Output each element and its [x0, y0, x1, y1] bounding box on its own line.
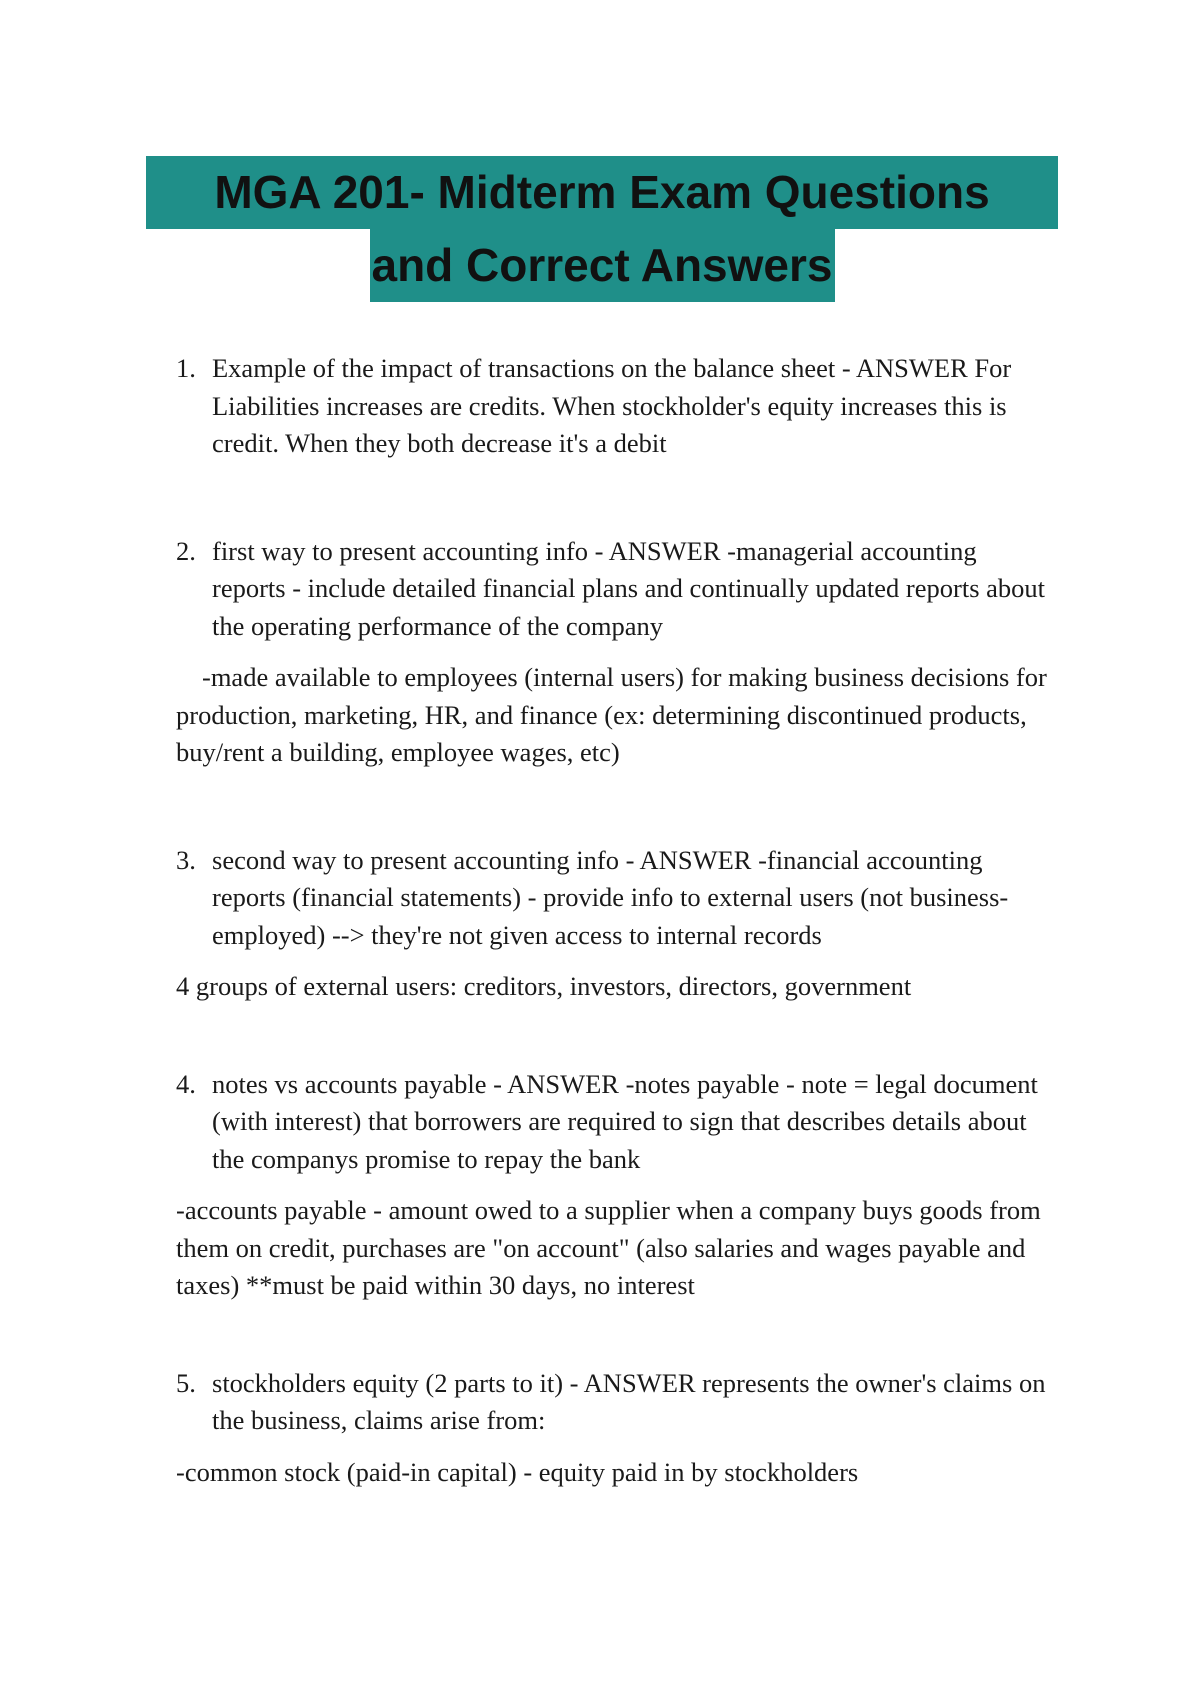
answer-paragraph: 4 groups of external users: creditors, investors, directors, government — [176, 971, 912, 1001]
title-line-1: MGA 201- Midterm Exam Questions — [146, 156, 1058, 229]
question — [176, 1365, 1056, 1440]
answer-paragraph: -common stock (paid-in capital) - equity paid in by stockholders — [176, 1456, 859, 1487]
question-text: second way to present accounting info - ANSWER -financial accounting reports (financial statements) - provide info to external users (not business-employed) --> they're not given access to internal records — [212, 844, 1009, 950]
question — [176, 350, 1056, 463]
qa-list — [176, 350, 1056, 1491]
question-number: 4. — [176, 1068, 196, 1099]
question-number: 3. — [176, 844, 196, 875]
question-number: 1. — [176, 353, 196, 383]
question — [176, 842, 1056, 955]
qa-item-5 — [176, 1365, 1056, 1492]
question-number: 2. — [176, 535, 196, 566]
question — [176, 1066, 1056, 1179]
answer-paragraph: -accounts payable - amount owed to a supplier when a company buys goods from them on credit, purchases are "on account" (also salaries and wages payable and taxes) **must be paid within 30 days, no interest — [176, 1195, 1041, 1300]
qa-item-2 — [176, 533, 1056, 772]
question-number: 5. — [176, 1367, 196, 1398]
document-title — [146, 156, 1058, 302]
qa-item-4 — [176, 1066, 1056, 1305]
qa-item-1 — [176, 350, 1056, 463]
question-text: Example of the impact of transactions on the balance sheet - ANSWER For Liabilities increases are credits. When stockholder's equity increases this is credit. When they both decrease it's a debit — [212, 353, 1012, 458]
title-line-2: and Correct Answers — [370, 229, 835, 302]
qa-item-3 — [176, 842, 1056, 1006]
answer-paragraph: -made available to employees (internal users) for making business decisions for production, marketing, HR, and finance (ex: determining discontinued products, buy/rent a building, employee wages, etc) — [176, 662, 1047, 767]
question-text: stockholders equity (2 parts to it) - ANSWER represents the owner's claims on the business, claims arise from: — [212, 1367, 1046, 1435]
question — [176, 533, 1056, 646]
question-text: first way to present accounting info - ANSWER -managerial accounting reports - include detailed financial plans and continually updated reports about the operating performance of the company — [212, 535, 1046, 641]
question-text: notes vs accounts payable - ANSWER -notes payable - note = legal document (with interest) that borrowers are required to sign that describes details about the companys promise to repay the bank — [212, 1068, 1038, 1174]
